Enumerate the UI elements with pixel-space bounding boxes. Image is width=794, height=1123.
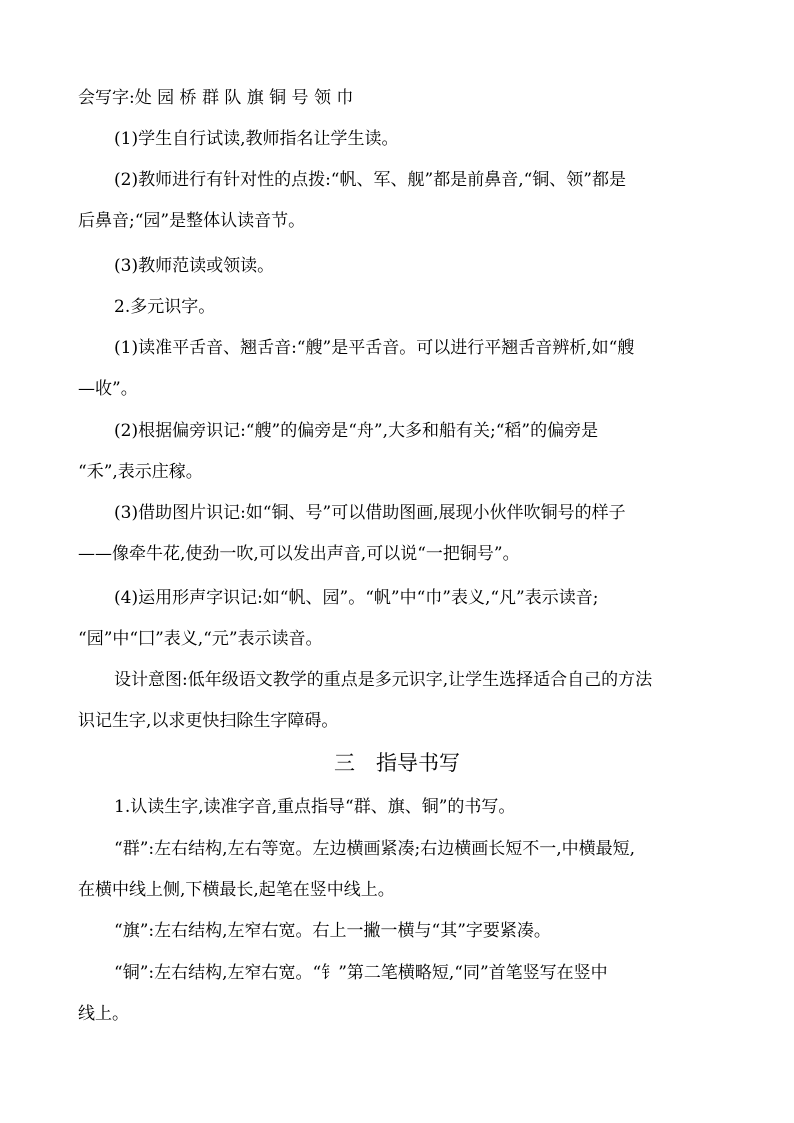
text-line: (2)教师进行有针对性的点拨:“帆、军、舰”都是前鼻音,“铜、领”都是 — [114, 170, 626, 190]
text-line: 1.认读生字,读准字音,重点指导“群、旗、铜”的书写。 — [114, 797, 516, 817]
text-line: 线上。 — [78, 1004, 129, 1024]
text-line: 2.多元识字。 — [114, 297, 216, 317]
text-line: —收”。 — [78, 379, 138, 399]
text-line: “群”:左右结构,左右等宽。左边横画紧凑;右边横画长短不一,中横最短, — [114, 839, 636, 859]
text-line: (1)读准平舌音、翘舌音:“艘”是平舌音。可以进行平翘舌音辨析,如“艘 — [114, 338, 635, 358]
text-line: (1)学生自行试读,教师指名让学生读。 — [114, 129, 399, 149]
text-line: 设计意图:低年级语文教学的重点是多元识字,让学生选择适合自己的方法 — [114, 670, 653, 690]
text-line: (3)教师范读或领读。 — [114, 256, 275, 276]
text-line: “园”中“囗”表义,“元”表示读音。 — [78, 629, 323, 649]
text-line: (3)借助图片识记:如“铜、号”可以借助图画,展现小伙伴吹铜号的样子 — [114, 503, 626, 523]
text-line: “禾”,表示庄稼。 — [78, 462, 203, 482]
text-line: 在横中线上侧,下横最长,起笔在竖中线上。 — [78, 880, 395, 900]
text-line: “旗”:左右结构,左窄右宽。右上一撇一横与“其”字要紧凑。 — [114, 921, 551, 941]
text-line: “铜”:左右结构,左窄右宽。“钅”第二笔横略短,“同”首笔竖写在竖中 — [114, 963, 608, 983]
text-line: 会写字:处 园 桥 群 队 旗 铜 号 领 巾 — [78, 88, 354, 108]
text-line: 后鼻音;“园”是整体认读音节。 — [78, 211, 306, 231]
text-line: (2)根据偏旁识记:“艘”的偏旁是“舟”,大多和船有关;“稻”的偏旁是 — [114, 421, 599, 441]
text-line: 识记生字,以求更快扫除生字障碍。 — [78, 711, 339, 731]
section-heading: 三 指导书写 — [334, 751, 460, 775]
text-line: ——像牵牛花,使劲一吹,可以发出声音,可以说“一把铜号”。 — [78, 544, 520, 564]
text-line: (4)运用形声字识记:如“帆、园”。“帆”中“巾”表义,“凡”表示读音; — [114, 588, 599, 608]
